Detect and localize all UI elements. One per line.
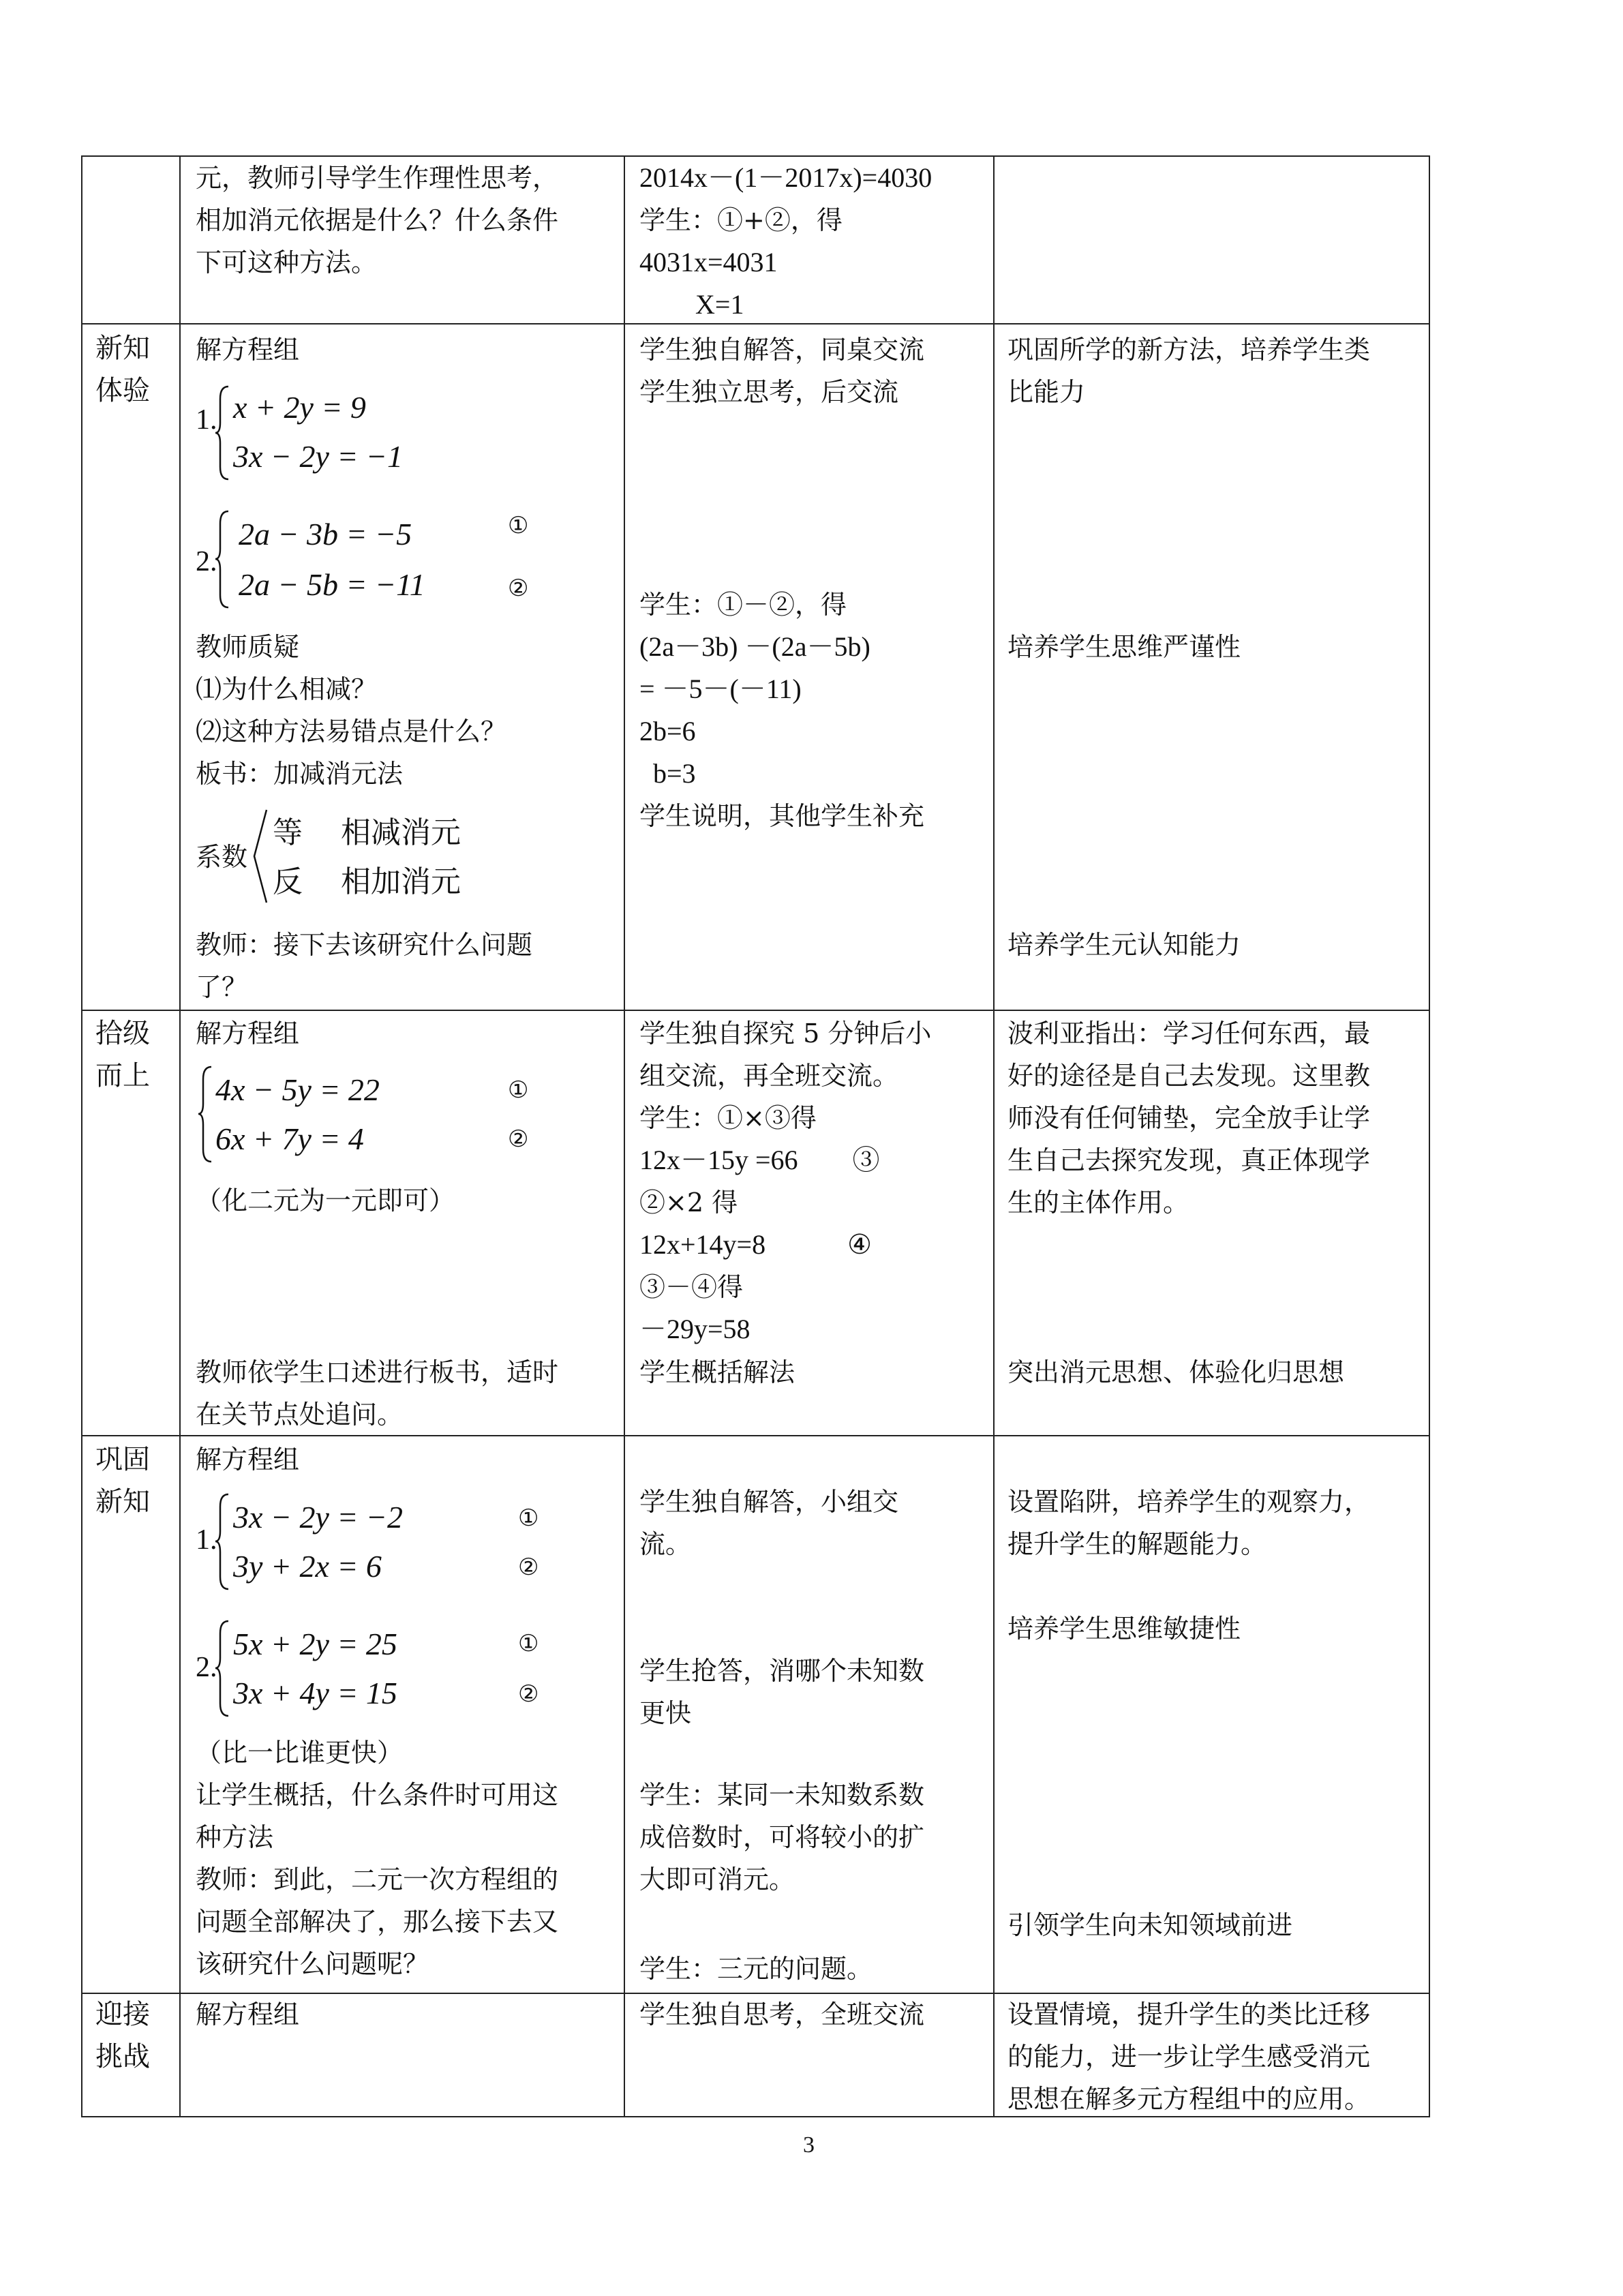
text-line: 学生抢答，消哪个未知数 — [639, 1656, 925, 1686]
text-line: 教师：接下去该研究什么问题 — [196, 930, 533, 960]
text-line: 解方程组 — [196, 1018, 300, 1048]
text-line: 培养学生元认知能力 — [1007, 930, 1241, 960]
text-line: 组交流，再全班交流。 — [639, 1061, 899, 1091]
text-line: 成倍数时，可将较小的扩 — [639, 1822, 925, 1852]
col-divider — [993, 157, 995, 2116]
text-line: 让学生概括，什么条件时可用这 — [196, 1780, 559, 1810]
text-line: X=1 — [695, 289, 744, 320]
text-line: 在关节点处追问。 — [196, 1400, 404, 1430]
page-number: 3 — [803, 2132, 815, 2158]
text-line: 设置情境，提升学生的类比迁移 — [1007, 1999, 1371, 2029]
coef-same: 等 相减消元 — [273, 815, 461, 850]
text-line: 了？ — [196, 972, 248, 1002]
left-brace-icon — [215, 1493, 230, 1590]
text-line: 学生独自解答，小组交 — [639, 1487, 899, 1517]
equation: 3x − 2y = −2 — [233, 1500, 403, 1535]
text-line: 问题全部解决了，那么接下去又 — [196, 1907, 559, 1937]
equation: 3x − 2y = −1 — [233, 439, 403, 474]
text-line: －29y=58 — [639, 1314, 750, 1344]
system-number: 1. — [196, 404, 217, 436]
circled-number: ② — [508, 575, 529, 602]
text-line: （比一比谁更快） — [196, 1738, 404, 1768]
section-label: 新知 — [95, 333, 150, 364]
text-line: 学生：某同一未知数系数 — [639, 1780, 925, 1810]
section-label: 巩固 — [95, 1444, 150, 1475]
text-line: 突出消元思想、体验化归思想 — [1007, 1357, 1345, 1387]
text-line: 师没有任何铺垫，完全放手让学 — [1007, 1103, 1371, 1133]
equation: x + 2y = 9 — [233, 390, 366, 425]
text-line: 巩固所学的新方法，培养学生类 — [1007, 335, 1371, 365]
section-label: 挑战 — [95, 2041, 150, 2072]
circled-number: ① — [508, 1076, 529, 1104]
text-line: 的能力，进一步让学生感受消元 — [1007, 2042, 1371, 2072]
text-line: 学生：三元的问题。 — [639, 1954, 873, 1984]
text-line: ③－④得 — [639, 1272, 744, 1302]
text-line: 学生：①－②，得 — [639, 590, 847, 620]
circled-number: ② — [518, 1680, 539, 1708]
text-line: 好的途径是自己去发现。这里教 — [1007, 1061, 1371, 1091]
section-label: 迎接 — [95, 1999, 150, 2030]
text-line: 12x－15y =66 ③ — [639, 1145, 880, 1175]
coef-opposite: 反 相加消元 — [273, 864, 461, 899]
text-line: 解方程组 — [196, 1445, 300, 1475]
equation: 6x + 7y = 4 — [215, 1121, 364, 1156]
text-line: (2a－3b) －(2a－5b) — [639, 631, 870, 662]
text-line: 提升学生的解题能力。 — [1007, 1529, 1267, 1559]
text-line: 学生说明，其他学生补充 — [639, 801, 925, 831]
section-label: 体验 — [95, 375, 150, 406]
equation: 3y + 2x = 6 — [233, 1549, 382, 1584]
text-line: 波利亚指出：学习任何东西，最 — [1007, 1018, 1371, 1048]
text-line: 比能力 — [1007, 377, 1086, 407]
equation: 2a − 3b = −5 — [239, 517, 412, 552]
system-number: 2. — [196, 1652, 217, 1683]
text-line: 下可这种方法。 — [196, 247, 378, 277]
system-number: 2. — [196, 546, 217, 577]
text-line: ⑴为什么相减？ — [196, 674, 378, 704]
section-label: 而上 — [95, 1060, 150, 1091]
text-line: 学生独自解答，同桌交流 — [639, 335, 925, 365]
left-brace-icon — [215, 1620, 230, 1717]
text-line: 教师质疑 — [196, 632, 300, 662]
row-divider — [82, 323, 1429, 324]
equation: 3x + 4y = 15 — [233, 1676, 397, 1710]
text-line: 学生独自探究 5 分钟后小 — [639, 1018, 932, 1048]
equation: 2a − 5b = −11 — [239, 567, 425, 602]
system-number: 1. — [196, 1524, 217, 1556]
section-label: 新知 — [95, 1486, 150, 1517]
row-divider — [82, 1010, 1429, 1011]
col-divider — [179, 157, 181, 2116]
equation: 5x + 2y = 25 — [233, 1627, 397, 1661]
text-line: ⑵这种方法易错点是什么？ — [196, 716, 507, 746]
circled-number: ① — [508, 512, 529, 539]
text-line: 元，教师引导学生作理性思考， — [196, 163, 559, 193]
text-line: 更快 — [639, 1698, 692, 1728]
text-line: 学生独自思考，全班交流 — [639, 1999, 925, 2029]
text-line: 生自己去探究发现，真正体现学 — [1007, 1145, 1371, 1175]
equation: 4x − 5y = 22 — [215, 1072, 380, 1107]
text-line: 4031x=4031 — [639, 247, 778, 277]
text-line: 学生独立思考，后交流 — [639, 377, 899, 407]
text-line: 2014x－(1－2017x)=4030 — [639, 162, 932, 193]
text-line: 解方程组 — [196, 335, 300, 365]
text-line: = －5－(－11) — [639, 674, 802, 704]
coef-label: 系数 — [196, 842, 248, 872]
left-brace-icon — [198, 1066, 213, 1163]
text-line: 设置陷阱，培养学生的观察力， — [1007, 1487, 1371, 1517]
text-line: 种方法 — [196, 1822, 274, 1852]
text-line: 板书：加减消元法 — [196, 759, 404, 789]
text-line: 大即可消元。 — [639, 1864, 795, 1894]
text-line: 引领学生向未知领域前进 — [1007, 1910, 1293, 1940]
text-line: 培养学生思维严谨性 — [1007, 632, 1241, 662]
text-line: 培养学生思维敏捷性 — [1007, 1614, 1241, 1644]
text-line: 学生：①×③得 — [639, 1103, 817, 1133]
text-line: b=3 — [653, 758, 696, 789]
text-line: 2b=6 — [639, 716, 696, 746]
text-line: 生的主体作用。 — [1007, 1188, 1189, 1218]
circled-number: ② — [508, 1126, 529, 1153]
circled-number: ① — [518, 1630, 539, 1657]
text-line: 12x+14y=8 ④ — [639, 1229, 872, 1260]
section-label: 拾级 — [95, 1018, 150, 1049]
left-brace-icon — [215, 510, 230, 609]
left-brace-icon — [215, 385, 230, 481]
circled-number: ② — [518, 1554, 539, 1581]
left-brace-icon — [253, 809, 268, 904]
text-line: 教师依学生口述进行板书，适时 — [196, 1357, 559, 1387]
text-line: 流。 — [639, 1529, 692, 1559]
text-line: 教师：到此，二元一次方程组的 — [196, 1864, 559, 1894]
text-line: 学生：①+②，得 — [639, 205, 843, 235]
text-line: 思想在解多元方程组中的应用。 — [1007, 2084, 1371, 2114]
text-line: 解方程组 — [196, 1999, 300, 2029]
col-divider — [624, 157, 625, 2116]
text-line: （化二元为一元即可） — [196, 1185, 455, 1215]
text-line: 学生概括解法 — [639, 1357, 795, 1387]
text-line: ②×2 得 — [639, 1188, 738, 1218]
text-line: 该研究什么问题呢？ — [196, 1949, 429, 1979]
circled-number: ① — [518, 1505, 539, 1532]
text-line: 相加消元依据是什么？什么条件 — [196, 205, 559, 235]
